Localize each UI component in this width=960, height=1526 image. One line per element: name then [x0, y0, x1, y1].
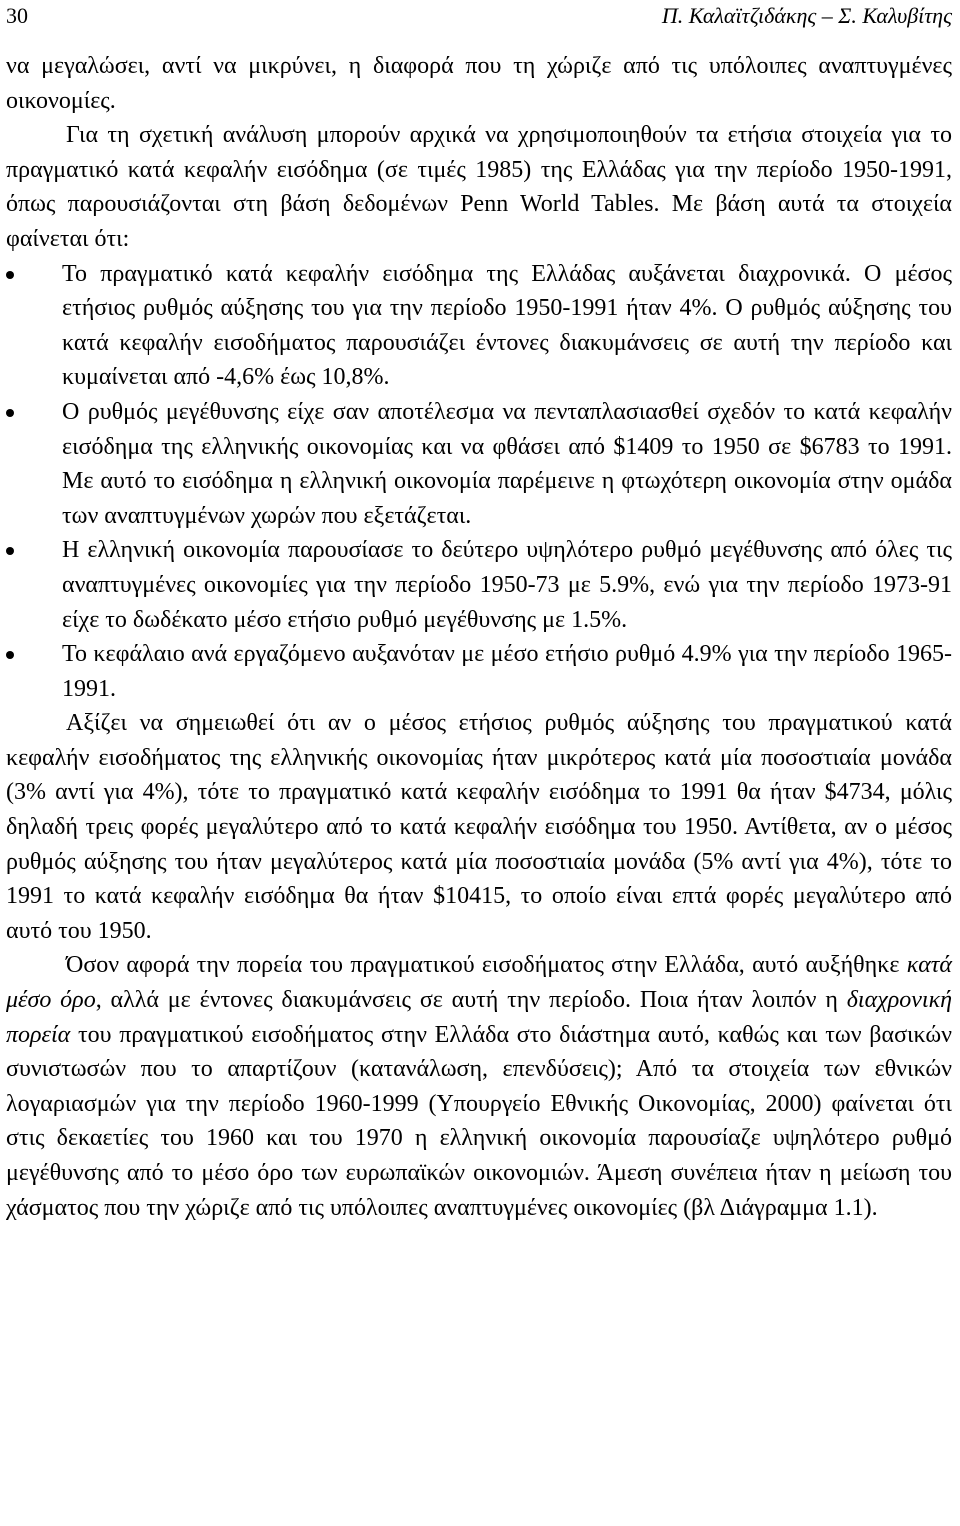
- bullet-text: Το πραγματικό κατά κεφαλήν εισόδημα της Ελλάδας αυξάνεται διαχρονικά. Ο μέσος ετήσιος ρυθμός αύξησης του για την περίοδο 1950-1991 ήταν 4%. Ο ρυθμός αύξησης του κατά κεφαλήν εισοδήματος παρουσιάζει έντονες διακυμάνσεις σε αυτή την περίοδο και κυμαίνεται από -4,6% έως 10,8%.: [62, 260, 952, 391]
- list-item: [6, 257, 952, 395]
- paragraph-trend: [6, 948, 952, 1225]
- page-header: [6, 2, 952, 30]
- page-number: 30: [6, 3, 28, 28]
- bullet-icon: [6, 547, 14, 555]
- bullet-text: Η ελληνική οικονομία παρουσίασε το δεύτερο υψηλότερο ρυθμό μεγέθυνσης από όλες τις αναπτυγμένες οικονομίες για την περίοδο 1950-73 με 5.9%, ενώ για την περίοδο 1973-91 είχε το δωδέκατο μέσο ετήσιο ρυθμό μεγέθυνσης με 1.5%.: [62, 537, 952, 633]
- paragraph-continued: να μεγαλώσει, αντί να μικρύνει, η διαφορά που τη χώριζε από τις υπόλοιπες αναπτυγμένες οικονομίες.: [6, 53, 952, 114]
- body-text: [6, 49, 952, 1225]
- bullet-text: Ο ρυθμός μεγέθυνσης είχε σαν αποτέλεσμα να πενταπλασιασθεί σχεδόν το κατά κεφαλήν εισόδημα της ελληνικής οικονομίας και να φθάσει από $1409 το 1950 σε $6783 το 1991. Με αυτό το εισόδημα η ελληνική οικονομία παρέμεινε η φτωχότερη οικονομία στην ομάδα των αναπτυγμένων χωρών που εξετάζεται.: [62, 398, 952, 529]
- paragraph-intro: Για τη σχετική ανάλυση μπορούν αρχικά να χρησιμοποιηθούν τα ετήσια στοιχεία για το πραγματικό κατά κεφαλήν εισόδημα (σε τιμές 1985) της Ελλάδας για την περίοδο 1950-1991, όπως παρουσιάζονται στη βάση δεδομένων Penn World Tables. Με βάση αυτά τα στοιχεία φαίνεται ότι:: [6, 122, 952, 252]
- text-run: του πραγματικού εισοδήματος στην Ελλάδα στο διάστημα αυτό, καθώς και των βασικών συνιστωσών που το απαρτίζουν (κατανάλωση, επενδύσεις); Από τα στοιχεία των εθνικών λογαριασμών για την περίοδο 1960-1999 (Υπουργείο Εθνικής Οικονομίας, 2000) φαίνεται ότι στις δεκαετίες του 1960 και του 1970 η ελληνική οικονομία παρουσίαζε υψηλότερο ρυθμό μεγέθυνσης από το μέσο όρο των ευρωπαϊκών οικονομιών. Άμεση συνέπεια ήταν η μείωση του χάσματος που την χώριζε από τις υπόλοιπες αναπτυγμένες οικονομίες (βλ Διάγραμμα 1.1).: [6, 1021, 952, 1221]
- bullet-list: [6, 257, 952, 707]
- running-head: Π. Καλαϊτζιδάκης – Σ. Καλυβίτης: [661, 3, 952, 28]
- text-run: , αλλά με έντονες διακυμάνσεις σε αυτή την περίοδο. Ποια ήταν λοιπόν η: [95, 987, 847, 1014]
- emphasis-average: κατά μέσο όρο: [6, 952, 952, 1014]
- list-item: [6, 533, 952, 637]
- text-run: Όσον αφορά την πορεία του πραγματικού εισοδήματος στην Ελλάδα, αυτό αυξήθηκε: [66, 952, 907, 979]
- bullet-icon: [6, 651, 14, 659]
- bullet-icon: [6, 409, 14, 417]
- bullet-icon: [6, 271, 14, 279]
- list-item: [6, 637, 952, 706]
- list-item: [6, 395, 952, 533]
- paragraph-counterfactual: Αξίζει να σημειωθεί ότι αν ο μέσος ετήσιος ρυθμός αύξησης του πραγματικού κατά κεφαλήν εισοδήματος της ελληνικής οικονομίας ήταν μικρότερος κατά μία ποσοστιαία μονάδα (3% αντί για 4%), τότε το πραγματικό κατά κεφαλήν εισόδημα το 1991 θα ήταν $4734, μόλις δηλαδή τρεις φορές μεγαλύτερο από το κατά κεφαλήν εισόδημα του 1950. Αντίθετα, αν ο μέσος ρυθμός αύξησης του ήταν μεγαλύτερος κατά μία ποσοστιαία μονάδα (5% αντί για 4%), τότε το 1991 το κατά κεφαλήν εισόδημα θα ήταν $10415, το οποίο είναι επτά φορές μεγαλύτερο από αυτό του 1950.: [6, 710, 952, 944]
- bullet-text: Το κεφάλαιο ανά εργαζόμενο αυξανόταν με μέσο ετήσιο ρυθμό 4.9% για την περίοδο 1965-1991.: [62, 641, 952, 702]
- emphasis-diachronic-path: διαχρονική πορεία: [6, 987, 953, 1048]
